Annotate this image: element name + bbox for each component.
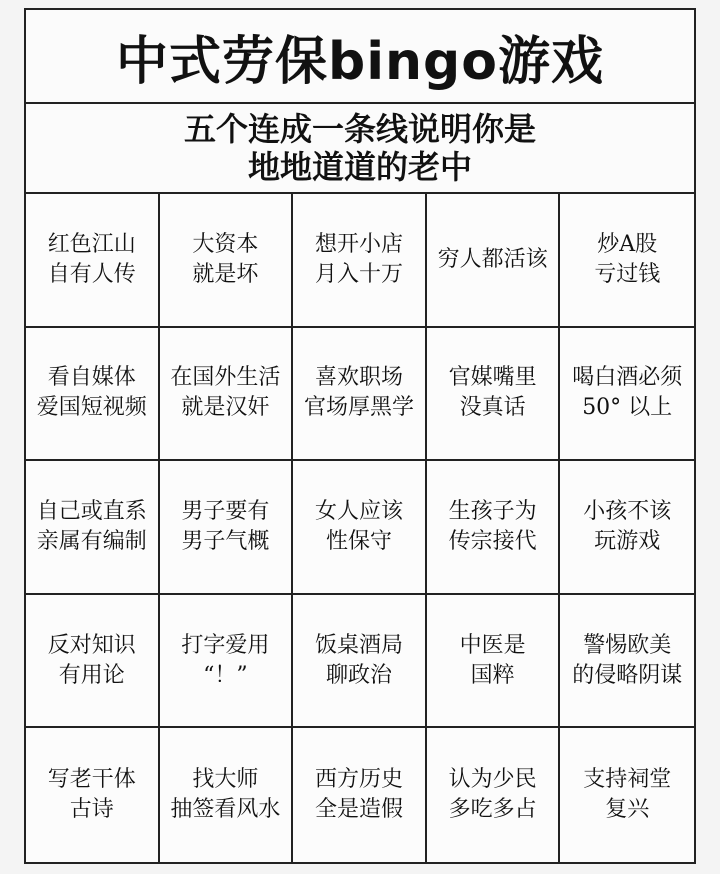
cell-line: 小孩不该 [583, 498, 672, 524]
cell-line: 性保守 [325, 528, 392, 554]
bingo-cell-r5c4 [427, 728, 561, 862]
bingo-cell-r1c5 [560, 194, 694, 328]
cell-line: 写老干体 [47, 767, 136, 793]
cell-line: 就是坏 [192, 261, 259, 287]
cell-line: 认为少民 [448, 767, 537, 793]
cell-line: 警惕欧美 [583, 632, 672, 658]
cell-line: 抽签看风水 [170, 797, 281, 823]
cell-line: 多吃多占 [448, 797, 537, 823]
cell-line: 传宗接代 [448, 528, 537, 554]
bingo-cell-r3c3 [293, 461, 427, 595]
cell-line: 看自媒体 [47, 365, 136, 391]
cell-line: 50° 以上 [582, 395, 673, 421]
bingo-subtitle [26, 104, 694, 194]
cell-line: 爱国短视频 [36, 395, 147, 421]
bingo-grid [26, 194, 694, 862]
bingo-cell-r1c1 [26, 194, 160, 328]
cell-line: 找大师 [192, 767, 259, 793]
bingo-cell-r4c1 [26, 595, 160, 729]
cell-line: 喜欢职场 [314, 365, 403, 391]
cell-line: 全是造假 [314, 797, 403, 823]
cell-line: 西方历史 [314, 767, 403, 793]
cell-line: 复兴 [605, 797, 650, 823]
cell-line: 自有人传 [47, 261, 136, 287]
cell-line: “！” [203, 662, 248, 688]
bingo-cell-r5c2 [160, 728, 294, 862]
bingo-cell-r1c3 [293, 194, 427, 328]
cell-line: 支持祠堂 [583, 767, 672, 793]
cell-line: 聊政治 [325, 662, 392, 688]
cell-line: 饭桌酒局 [314, 632, 403, 658]
bingo-cell-r4c3 [293, 595, 427, 729]
bingo-title: 中式劳保bingo游戏 [26, 10, 694, 104]
bingo-cell-r5c5 [560, 728, 694, 862]
cell-line: 男子要有 [181, 498, 270, 524]
cell-line: 穷人都活该 [437, 246, 548, 272]
bingo-cell-r2c3 [293, 328, 427, 462]
cell-line: 在国外生活 [170, 365, 281, 391]
cell-line: 喝白酒必须 [572, 365, 683, 391]
bingo-cell-r4c2 [160, 595, 294, 729]
cell-line: 有用论 [58, 662, 125, 688]
bingo-cell-r1c4 [427, 194, 561, 328]
cell-line: 红色江山 [47, 231, 136, 257]
bingo-cell-r2c4 [427, 328, 561, 462]
bingo-cell-r2c2 [160, 328, 294, 462]
cell-line: 就是汉奸 [181, 395, 270, 421]
bingo-cell-r2c1 [26, 328, 160, 462]
cell-line: 大资本 [192, 231, 259, 257]
cell-line: 女人应该 [314, 498, 403, 524]
bingo-cell-r3c4 [427, 461, 561, 595]
cell-line: 打字爱用 [181, 632, 270, 658]
bingo-cell-r2c5 [560, 328, 694, 462]
cell-line: 的侵略阴谋 [572, 662, 683, 688]
bingo-cell-r4c4 [427, 595, 561, 729]
bingo-cell-r1c2 [160, 194, 294, 328]
cell-line: 官场厚黑学 [303, 395, 414, 421]
cell-line: 国粹 [470, 662, 515, 688]
cell-line: 月入十万 [314, 261, 403, 287]
cell-line: 亲属有编制 [36, 528, 147, 554]
cell-line: 玩游戏 [594, 528, 661, 554]
subtitle-line-1: 五个连成一条线说明你是 [183, 110, 536, 148]
bingo-cell-r3c1 [26, 461, 160, 595]
cell-line: 自己或直系 [36, 498, 147, 524]
cell-line: 没真话 [459, 395, 526, 421]
cell-line: 男子气概 [181, 528, 270, 554]
bingo-cell-r5c1 [26, 728, 160, 862]
bingo-cell-r5c3 [293, 728, 427, 862]
cell-line: 想开小店 [314, 231, 403, 257]
bingo-cell-r4c5 [560, 595, 694, 729]
subtitle-line-2: 地地道道的老中 [247, 148, 472, 186]
cell-line: 炒A股 [597, 231, 658, 257]
cell-line: 中医是 [459, 632, 526, 658]
cell-line: 官媒嘴里 [448, 365, 537, 391]
cell-line: 反对知识 [47, 632, 136, 658]
bingo-card [24, 8, 696, 864]
cell-line: 生孩子为 [448, 498, 537, 524]
cell-line: 亏过钱 [594, 261, 661, 287]
cell-line: 古诗 [69, 797, 114, 823]
bingo-cell-r3c5 [560, 461, 694, 595]
bingo-cell-r3c2 [160, 461, 294, 595]
